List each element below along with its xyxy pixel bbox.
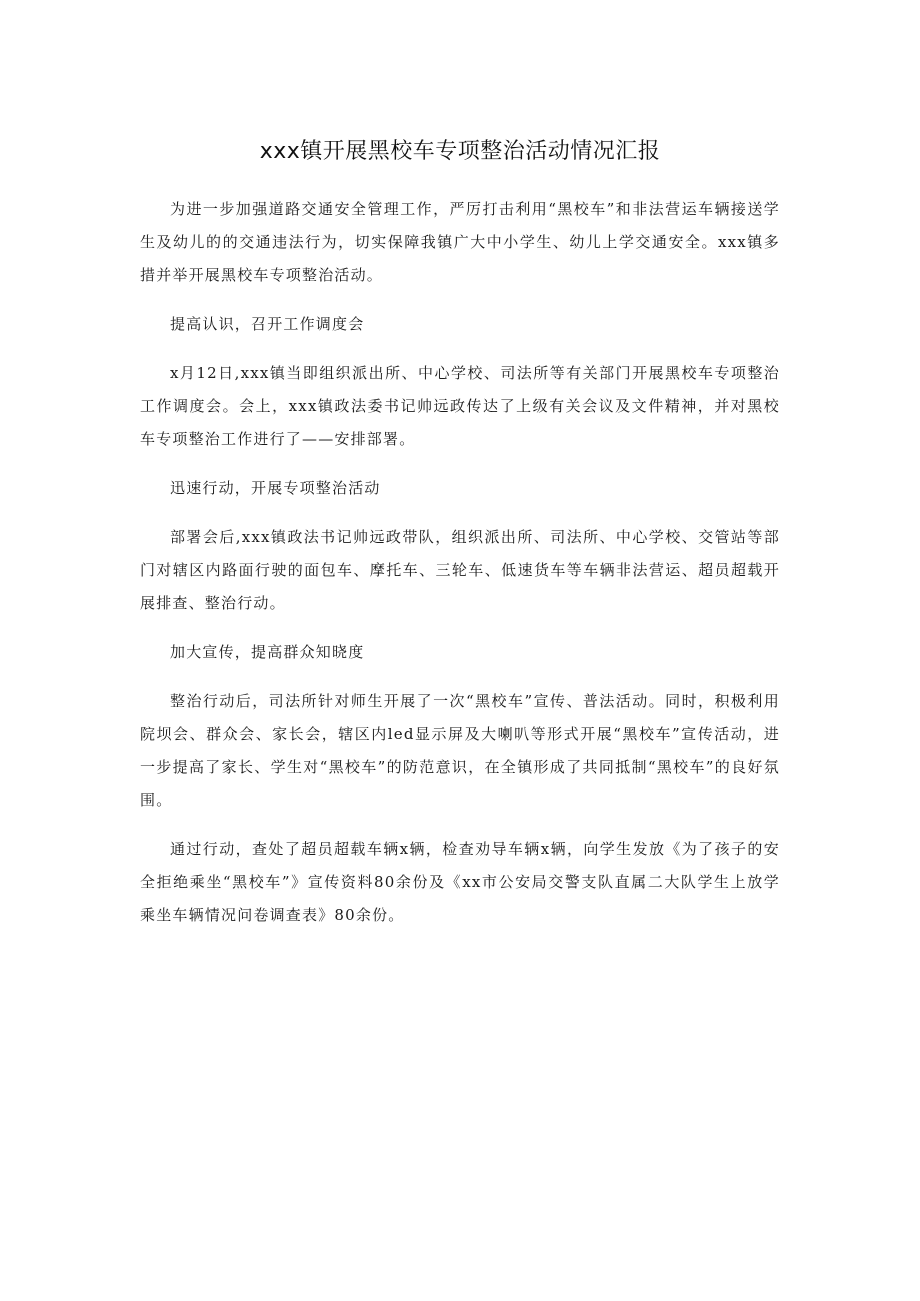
document-title: xxx镇开展黑校车专项整治活动情况汇报 xyxy=(259,139,661,164)
section-heading-publicity: 加大宣传，提高群众知晓度 xyxy=(170,643,365,661)
paragraph-meeting: x月12日,xxx镇当即组织派出所、中心学校、司法所等有关部门开展黑校车专项整治工作调度会。会上，xxx镇政法委书记帅远政传达了上级有关会议及文件精神，并对黑校车专项整治工作进行了——安排部署。 xyxy=(140,364,780,448)
document-body xyxy=(140,193,780,948)
paragraph-intro: 为进一步加强道路交通安全管理工作，严厉打击利用“黑校车”和非法营运车辆接送学生及幼儿的的交通违法行为，切实保障我镇广大中小学生、幼儿上学交通安全。xxx镇多措并举开展黑校车专项整治活动。 xyxy=(140,200,780,284)
paragraph-results: 通过行动，查处了超员超载车辆x辆，检查劝导车辆x辆，向学生发放《为了孩子的安全拒绝乘坐“黑校车”》宣传资料80余份及《xx市公安局交警支队直属二大队学生上放学乘坐车辆情况问卷调查表》80余份。 xyxy=(140,840,780,924)
section-heading-action: 迅速行动，开展专项整治活动 xyxy=(170,479,381,497)
section-heading-meeting: 提高认识，召开工作调度会 xyxy=(170,315,365,333)
paragraph-action: 部署会后,xxx镇政法书记帅远政带队，组织派出所、司法所、中心学校、交管站等部门对辖区内路面行驶的面包车、摩托车、三轮车、低速货车等车辆非法营运、超员超载开展排查、整治行动。 xyxy=(140,528,780,612)
paragraph-publicity: 整治行动后，司法所针对师生开展了一次“黑校车”宣传、普法活动。同时，积极利用院坝会、群众会、家长会，辖区内led显示屏及大喇叭等形式开展“黑校车”宣传活动，进一步提高了家长、学生对“黑校车”的防范意识，在全镇形成了共同抵制“黑校车”的良好氛围。 xyxy=(140,692,780,809)
